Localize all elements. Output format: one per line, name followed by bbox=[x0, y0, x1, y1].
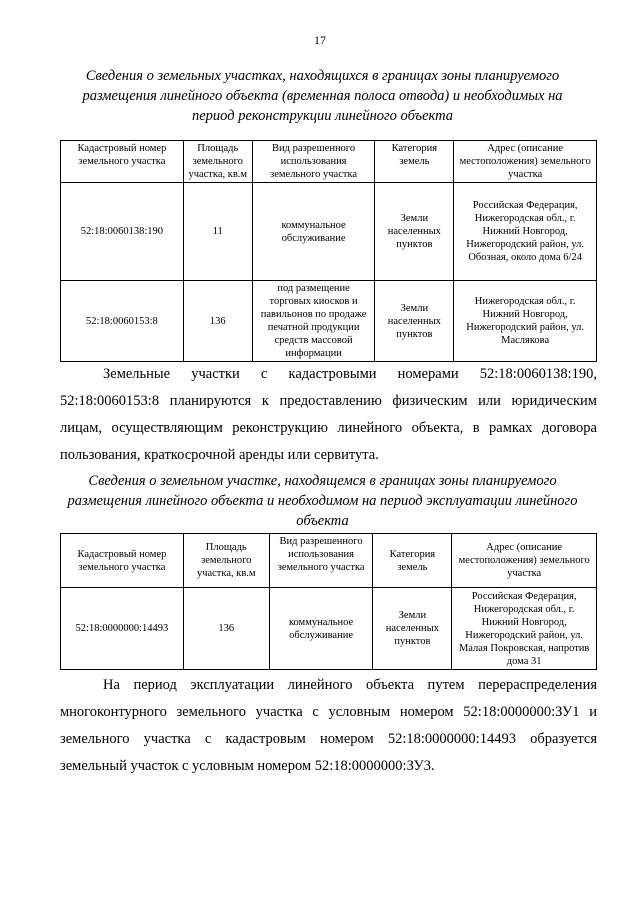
table-row bbox=[61, 281, 597, 362]
section1-paragraph: Земельные участки с кадастровыми номерами 52:18:0060138:190, 52:18:0060153:8 планируются к предоставлению физическим или юридическим лицам, осуществляющим реконструкцию линейного объекта, в рамках договора пользования, краткосрочной аренды или сервитута. bbox=[60, 366, 597, 463]
cell-area: 136 bbox=[183, 281, 252, 362]
cell-usage: коммунальное обслуживание bbox=[269, 588, 373, 670]
section2-table bbox=[60, 533, 597, 670]
table-header-cadastral: Кадастровый номер земельного участка bbox=[61, 141, 184, 183]
cell-usage: под размещение торговых киосков и павильонов по продаже печатной продукции средств массовой информации bbox=[252, 281, 375, 362]
cell-cadastral: 52:18:0060153:8 bbox=[61, 281, 184, 362]
section1-heading: Сведения о земельных участках, находящихся в границах зоны планируемого размещения линейного объекта (временная полоса отвода) и необходимых на период реконструкции линейного объекта bbox=[82, 68, 563, 124]
table-row bbox=[61, 183, 597, 281]
cell-usage: коммунальное обслуживание bbox=[252, 183, 375, 281]
section1-table bbox=[60, 140, 597, 362]
section2-paragraph: На период эксплуатации линейного объекта путем перераспределения многоконтурного земельного участка с условным номером 52:18:0000000:ЗУ1 и земельного участка с кадастровым номером 52:18:0000000:14493 образуется земельный участок с условным номером 52:18:0000000:ЗУ3. bbox=[60, 677, 597, 774]
cell-address: Российская Федерация, Нижегородская обл., г. Нижний Новгород, Нижегородский район, ул. Обозная, около дома 6/24 bbox=[454, 183, 597, 281]
cell-area: 136 bbox=[183, 588, 269, 670]
cell-area: 11 bbox=[183, 183, 252, 281]
table-header-usage: Вид разрешенного использования земельного участка bbox=[269, 534, 373, 588]
section2-heading: Сведения о земельном участке, находящемся в границах зоны планируемого размещения линейного объекта и необходимом на период эксплуатации линейного объекта bbox=[67, 473, 578, 529]
cell-cadastral: 52:18:0060138:190 bbox=[61, 183, 184, 281]
cell-address: Российская Федерация, Нижегородская обл., г. Нижний Новгород, Нижегородский район, ул. Малая Покровская, напротив дома 31 bbox=[452, 588, 597, 670]
cell-address: Нижегородская обл., г. Нижний Новгород, Нижегородский район, ул. Маслякова bbox=[454, 281, 597, 362]
table-header-area: Площадь земельного участка, кв.м bbox=[183, 534, 269, 588]
table-header-address: Адрес (описание местоположения) земельного участка bbox=[452, 534, 597, 588]
table-header-category: Категория земель bbox=[373, 534, 452, 588]
cell-cadastral: 52:18:0000000:14493 bbox=[61, 588, 184, 670]
cell-category: Земли населенных пунктов bbox=[375, 183, 454, 281]
table-header-address: Адрес (описание местоположения) земельного участка bbox=[454, 141, 597, 183]
cell-category: Земли населенных пунктов bbox=[373, 588, 452, 670]
table-row bbox=[61, 588, 597, 670]
table-header-category: Категория земель bbox=[375, 141, 454, 183]
cell-category: Земли населенных пунктов bbox=[375, 281, 454, 362]
page-number: 17 bbox=[314, 33, 326, 47]
table-header-area: Площадь земельного участка, кв.м bbox=[183, 141, 252, 183]
table-header-cadastral: Кадастровый номер земельного участка bbox=[61, 534, 184, 588]
table-header-usage: Вид разрешенного использования земельного участка bbox=[252, 141, 375, 183]
